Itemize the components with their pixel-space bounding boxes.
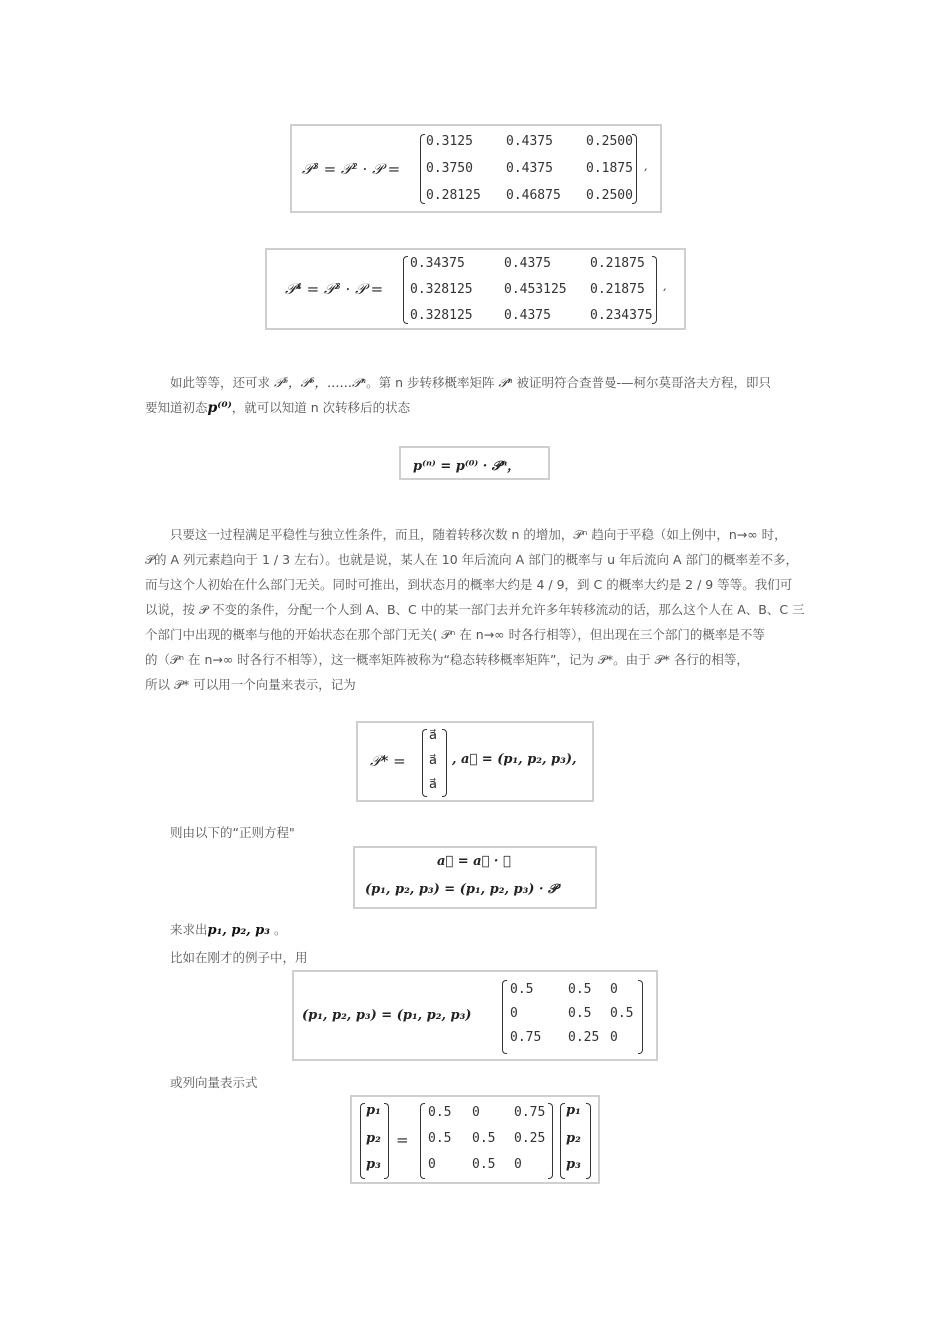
equation-pstar-lhs: 𝒫* = [370,752,406,770]
vector-right-bracket [442,729,447,797]
matrix-cell: 0.5 [472,1131,496,1146]
equation-pstar-rhs: , a⃗ = (𝒑₁, 𝒑₂, 𝒑₃), [452,752,577,767]
text-solve [145,917,810,942]
text-line: 只要这一过程满足平稳性与独立性条件，而且，随着转移次数 n 的增加，𝒫ⁿ 趋向于平稳（如上例中，n→∞ 时， [170,527,787,542]
matrix-left-bracket [420,134,425,204]
text-line: 的（𝒫ⁿ 在 n→∞ 时各行不相等），这一概率矩阵被称为“稳态转移概率矩阵”，记为 𝒫*。由于 𝒫* 各行的相等， [145,652,749,667]
matrix-right-bracket [652,256,657,324]
text-regular-equation [145,820,810,845]
equation-p4-box [265,248,686,330]
text-line: 所以 𝒫* 可以用一个向量来表示，记为 [145,677,356,692]
matrix-cell: 0.328125 [410,282,473,297]
equals-sign: = [396,1131,409,1149]
equation-column-box [350,1095,600,1184]
text-line: 或列向量表示式 [170,1075,258,1090]
text-line: 个部门中出现的概率与他的开始状态在那个部门无关( 𝒫ⁿ 在 n→∞ 时各行相等），但出现在三个部门的概率是不等 [145,627,765,642]
matrix-cell: 0 [610,982,618,997]
vector-element: 𝒑₂ [566,1131,581,1146]
text-line [170,917,286,943]
matrix-cell: 0.5 [428,1105,452,1120]
text-segment: 要知道初态 [145,400,208,415]
formula-inline: 𝒑₁, 𝒑₂, 𝒑₃ [207,923,270,938]
vector-left-bracket [560,1103,565,1179]
text-segment: 如此等等，还可求 [170,375,274,390]
text-line [170,370,771,395]
matrix-cell: 0.4375 [506,134,553,149]
text-segment: 来求出 [170,922,208,937]
matrix-cell: 0 [510,1006,518,1021]
matrix-cell: 0.328125 [410,308,473,323]
equation-pstar-box [356,721,594,802]
matrix-cell: 0 [514,1157,522,1172]
matrix-cell: 0.2500 [586,134,633,149]
equation-pn-box [399,446,550,480]
vector-element: 𝒑₃ [566,1157,581,1172]
matrix-cell: 0 [428,1157,436,1172]
text-segment: 。 [269,922,287,937]
matrix-cell: 0.5 [472,1157,496,1172]
vector-element: 𝒑₁ [366,1103,381,1118]
vector-right-bracket [384,1103,389,1179]
formula-inline: 𝒫ⁿ [498,375,513,390]
matrix-cell: 0.25 [514,1131,546,1146]
matrix-cell: 0.4375 [504,308,551,323]
text-line: 以说，按 𝒫 不变的条件，分配一个人到 A、B、C 中的某一部门去并允许多年转移流动的话，那么这个人在 A、B、C 三 [145,602,805,617]
text-line [145,395,410,421]
matrix-cell: 0.25 [568,1030,600,1045]
matrix-cell: 0.21875 [590,256,645,271]
equation-example-box [292,970,658,1061]
matrix-cell: 0.34375 [410,256,465,271]
text-line: 𝒫的 A 列元素趋向于 1 / 3 左右）。也就是说，某人在 10 年后流向 A 部门的概率与 u 年后流向 A 部门的概率差不多， [145,552,798,567]
text-segment: 被证明符合查普曼-—柯尔莫哥洛夫方程，即只 [512,375,772,390]
matrix-cell: 0.21875 [590,282,645,297]
text-line: 而与这个人初始在什么部门无关。同时可推出，到状态月的概率大约是 4 / 9，到 C 的概率大约是 2 / 9 等等。我们可 [145,577,793,592]
paragraph-steady-state [145,522,810,697]
text-column-vector [145,1070,810,1095]
matrix-cell: 0.4375 [506,161,553,176]
equation-tail: , [644,160,648,173]
matrix-cell: 0.28125 [426,188,481,203]
matrix-cell: 0.234375 [590,308,653,323]
text-line: 则由以下的“正则方程" [170,825,295,840]
matrix-cell: 0.46875 [506,188,561,203]
paragraph-chapman [145,370,810,420]
equation-regular-box [353,846,597,909]
matrix-right-bracket [548,1103,553,1179]
matrix-cell: 0.5 [568,982,592,997]
vector-element: 𝒑₃ [366,1157,381,1172]
text-line: 比如在刚才的例子中，用 [170,950,308,965]
vector-element: a⃗ [429,728,437,743]
matrix-cell: 0.5 [610,1006,634,1021]
matrix-cell: 0.5 [510,982,534,997]
formula-inline: 𝒫⁵，𝒫⁶，……𝒫ⁿ [273,375,367,390]
matrix-right-bracket [638,980,643,1054]
vector-element: 𝒑₂ [366,1131,381,1146]
vector-element: a⃗ [429,777,437,792]
equation-p3-box [290,124,662,213]
equation-p3-lhs: 𝒫³ = 𝒫² · 𝒫 = [302,160,401,178]
vector-element: 𝒑₁ [566,1103,581,1118]
matrix-cell: 0 [610,1030,618,1045]
matrix-cell: 0 [472,1105,480,1120]
matrix-left-bracket [420,1103,425,1179]
matrix-left-bracket [403,256,408,324]
vector-left-bracket [360,1103,365,1179]
matrix-cell: 0.1875 [586,161,633,176]
vector-right-bracket [586,1103,591,1179]
matrix-cell: 0.5 [428,1131,452,1146]
matrix-cell: 0.453125 [504,282,567,297]
matrix-right-bracket [632,134,637,204]
text-segment: 。第 n 步转移概率矩阵 [366,375,499,390]
matrix-cell: 0.75 [514,1105,546,1120]
matrix-cell: 0.3750 [426,161,473,176]
matrix-cell: 0.5 [568,1006,592,1021]
equation-regular-line1: a⃗ = a⃗ · 𝒫 [437,854,511,869]
matrix-cell: 0.2500 [586,188,633,203]
matrix-left-bracket [502,980,507,1054]
vector-element: a⃗ [429,753,437,768]
equation-example-lhs: (𝒑₁, 𝒑₂, 𝒑₃) = (𝒑₁, 𝒑₂, 𝒑₃) [302,1008,472,1023]
formula-inline: 𝒑⁽⁰⁾ [207,400,232,416]
vector-left-bracket [422,729,427,797]
matrix-cell: 0.75 [510,1030,542,1045]
equation-regular-line2: (𝒑₁, 𝒑₂, 𝒑₃) = (𝒑₁, 𝒑₂, 𝒑₃) · 𝒫 [365,882,558,897]
equation-p4-lhs: 𝒫⁴ = 𝒫³ · 𝒫 = [285,280,384,298]
text-segment: ，就可以知道 n 次转移后的状态 [231,400,411,415]
equation-tail: , [663,280,667,293]
matrix-cell: 0.3125 [426,134,473,149]
equation-pn: 𝒑⁽ⁿ⁾ = 𝒑⁽⁰⁾ · 𝒫ⁿ， [413,459,521,474]
matrix-cell: 0.4375 [504,256,551,271]
text-example [145,945,810,970]
